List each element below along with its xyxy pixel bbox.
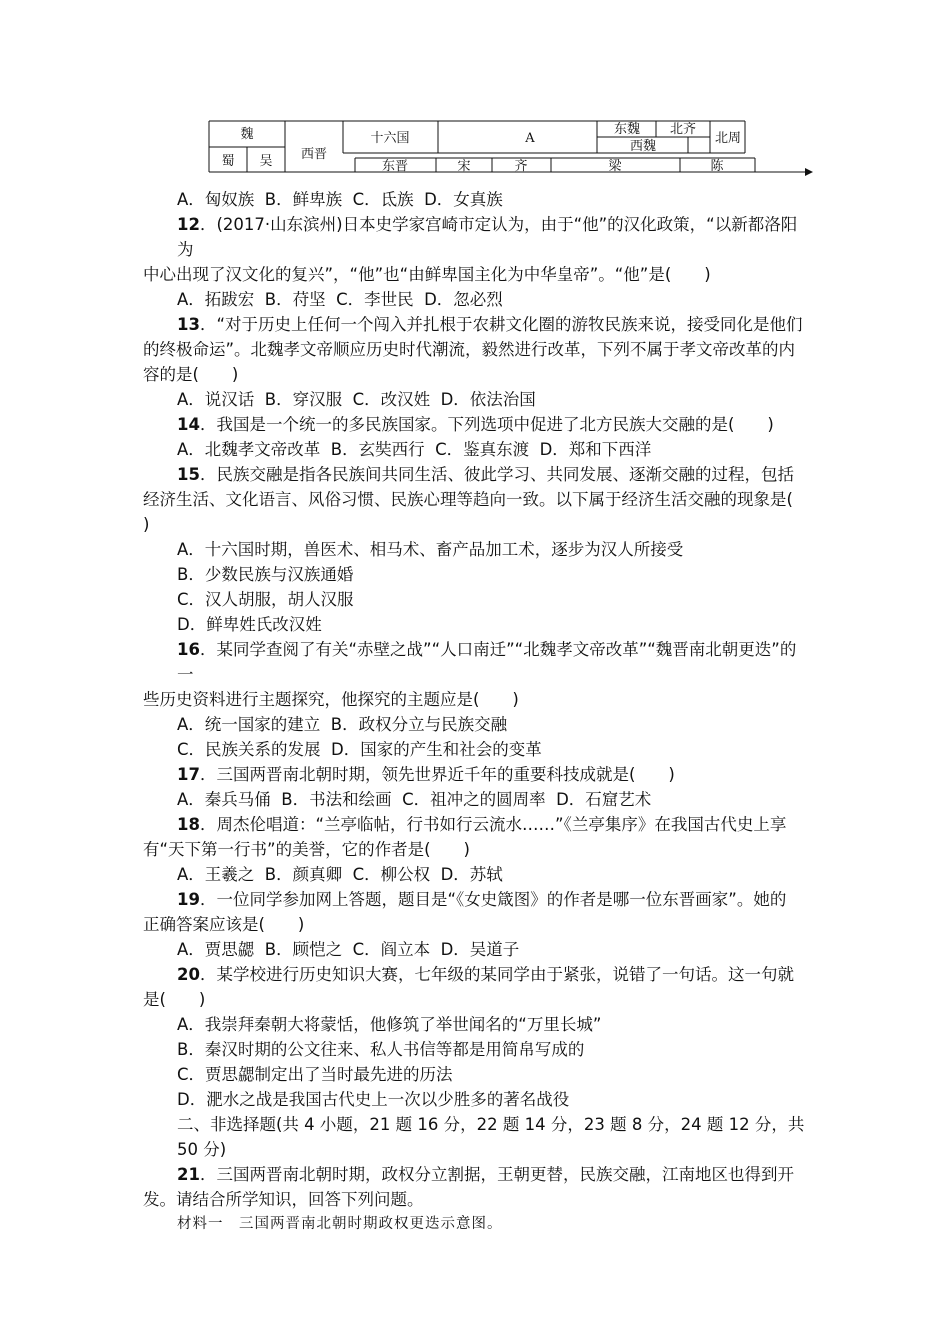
q16-line2: 些历史资料进行主题探究，他探究的主题应是( ) bbox=[143, 690, 519, 709]
q15-text1: ．民族交融是指各民族间共同生活、彼此学习、共同发展、逐渐交融的过程，包括 bbox=[199, 465, 794, 484]
label-song: 宋 bbox=[457, 159, 471, 174]
q15-option-c: C．汉人胡服，胡人汉服 bbox=[177, 590, 354, 609]
q16-options-ab: A．统一国家的建立 B．政权分立与民族交融 bbox=[177, 715, 508, 734]
label-wei: 魏 bbox=[240, 127, 254, 142]
label-qi: 齐 bbox=[514, 159, 528, 174]
q12-line1 bbox=[143, 212, 810, 262]
q12-number: 12 bbox=[177, 215, 200, 234]
label-beiqi: 北齐 bbox=[669, 122, 697, 137]
q14-number: 14 bbox=[177, 415, 200, 434]
q18-text1: ．周杰伦唱道：“兰亭临帖，行书如行云流水……”《兰亭集序》在我国古代史上享 bbox=[199, 815, 787, 834]
label-xijin: 西晋 bbox=[300, 147, 328, 162]
q17-options: A．秦兵马俑 B．书法和绘画 C．祖冲之的圆周率 D．石窟艺术 bbox=[177, 790, 652, 809]
q14-options: A．北魏孝文帝改革 B．玄奘西行 C．鉴真东渡 D．郑和下西洋 bbox=[177, 440, 652, 459]
q16-options-cd: C．民族关系的发展 D．国家的产生和社会的变革 bbox=[177, 740, 542, 759]
q19-number: 19 bbox=[177, 890, 200, 909]
q19-line1 bbox=[143, 887, 810, 912]
q20-line1 bbox=[143, 962, 810, 987]
q16-text1: ．某同学查阅了有关“赤壁之战”“人口南迁”“北魏孝文帝改革”“魏晋南北朝更迭”的一 bbox=[177, 640, 797, 684]
q19-text1: ．一位同学参加网上答题，题目是“《女史箴图》的作者是哪一位东晋画家”。她的 bbox=[199, 890, 787, 909]
label-shiliuguo: 十六国 bbox=[370, 131, 410, 146]
label-shu: 蜀 bbox=[221, 154, 235, 169]
q21-material-caption: 材料一 三国两晋南北朝时期政权更迭示意图。 bbox=[177, 1216, 503, 1232]
q11-options: A．匈奴族 B．鲜卑族 C．氐族 D．女真族 bbox=[177, 190, 503, 209]
q17-text1: ．三国两晋南北朝时期，领先世界近千年的重要科技成就是( ) bbox=[199, 765, 675, 784]
q15-option-b: B．少数民族与汉族通婚 bbox=[177, 565, 354, 584]
q15-line3: ) bbox=[143, 515, 150, 534]
q20-line2: 是( ) bbox=[143, 990, 206, 1009]
label-a: A bbox=[525, 131, 535, 146]
q18-line1 bbox=[143, 812, 810, 837]
q14-text1: ．我国是一个统一的多民族国家。下列选项中促进了北方民族大交融的是( ) bbox=[199, 415, 774, 434]
q21-line1 bbox=[143, 1162, 810, 1187]
q13-number: 13 bbox=[177, 315, 200, 334]
q18-number: 18 bbox=[177, 815, 200, 834]
q18-options: A．王羲之 B．颜真卿 C．柳公权 D．苏轼 bbox=[177, 865, 503, 884]
question-content bbox=[143, 187, 810, 1237]
q15-number: 15 bbox=[177, 465, 200, 484]
q13-text1: ．“对于历史上任何一个闯入并扎根于农耕文化圈的游牧民族来说，接受同化是他们 bbox=[199, 315, 803, 334]
q21-number: 21 bbox=[177, 1165, 200, 1184]
q12-line2: 中心出现了汉文化的复兴”，“他”也“由鲜卑国主化为中华皇帝”。“他”是( ) bbox=[143, 265, 711, 284]
q16-number: 16 bbox=[177, 640, 200, 659]
q15-option-d: D．鲜卑姓氏改汉姓 bbox=[177, 615, 322, 634]
q19-options: A．贾思勰 B．顾恺之 C．阎立本 D．吴道子 bbox=[177, 940, 520, 959]
axis-arrow-icon bbox=[805, 168, 813, 176]
q13-line1 bbox=[143, 312, 810, 337]
q13-line3: 容的是( ) bbox=[143, 365, 239, 384]
q17-number: 17 bbox=[177, 765, 200, 784]
q20-option-a: A．我崇拜秦朝大将蒙恬，他修筑了举世闻名的“万里长城” bbox=[177, 1015, 602, 1034]
q14-line1 bbox=[143, 412, 810, 437]
q21-text1: ．三国两晋南北朝时期，政权分立割据，王朝更替，民族交融，江南地区也得到开 bbox=[199, 1165, 794, 1184]
q15-line2: 经济生活、文化语言、风俗习惯、民族心理等趋向一致。以下属于经济生活交融的现象是( bbox=[143, 490, 793, 509]
label-liang: 梁 bbox=[608, 159, 622, 174]
q20-option-b: B．秦汉时期的公文往来、私人书信等都是用简帛写成的 bbox=[177, 1040, 585, 1059]
q19-line2: 正确答案应该是( ) bbox=[143, 915, 305, 934]
label-wu: 吴 bbox=[259, 154, 273, 169]
section-2-heading: 二、非选择题(共 4 小题，21 题 16 分，22 题 14 分，23 题 8 分，24 题 12 分，共 50 分) bbox=[177, 1115, 810, 1159]
label-xiwei: 西魏 bbox=[629, 139, 657, 154]
q20-option-d: D．淝水之战是我国古代史上一次以少胜多的著名战役 bbox=[177, 1090, 570, 1109]
q20-option-c: C．贾思勰制定出了当时最先进的历法 bbox=[177, 1065, 453, 1084]
q12-text1: ．(2017·山东滨州)日本史学家宫崎市定认为，由于“他”的汉化政策，“以新都洛阳为 bbox=[177, 215, 798, 259]
q20-number: 20 bbox=[177, 965, 200, 984]
q18-line2: 有“天下第一行书”的美誉，它的作者是( ) bbox=[143, 840, 470, 859]
label-chen: 陈 bbox=[710, 159, 724, 174]
q13-line2: 的终极命运”。北魏孝文帝顺应历史时代潮流，毅然进行改革，下列不属于孝文帝改革的内 bbox=[143, 340, 796, 359]
q21-line2: 发。请结合所学知识，回答下列问题。 bbox=[143, 1190, 424, 1209]
q12-options: A．拓跋宏 B．苻坚 C．李世民 D．忽必烈 bbox=[177, 290, 503, 309]
q20-text1: ．某学校进行历史知识大赛，七年级的某同学由于紧张，说错了一句话。这一句就 bbox=[199, 965, 794, 984]
dynasty-timeline-diagram bbox=[0, 0, 950, 190]
q15-line1 bbox=[143, 462, 810, 487]
label-beizhou: 北周 bbox=[714, 131, 742, 146]
label-dongwei: 东魏 bbox=[613, 122, 641, 137]
q17-line1 bbox=[143, 762, 810, 787]
q16-line1 bbox=[143, 637, 810, 687]
q15-option-a: A．十六国时期，兽医术、相马术、畜产品加工术，逐步为汉人所接受 bbox=[177, 540, 684, 559]
label-dongjin: 东晋 bbox=[381, 159, 409, 174]
q13-options: A．说汉话 B．穿汉服 C．改汉姓 D．依法治国 bbox=[177, 390, 536, 409]
